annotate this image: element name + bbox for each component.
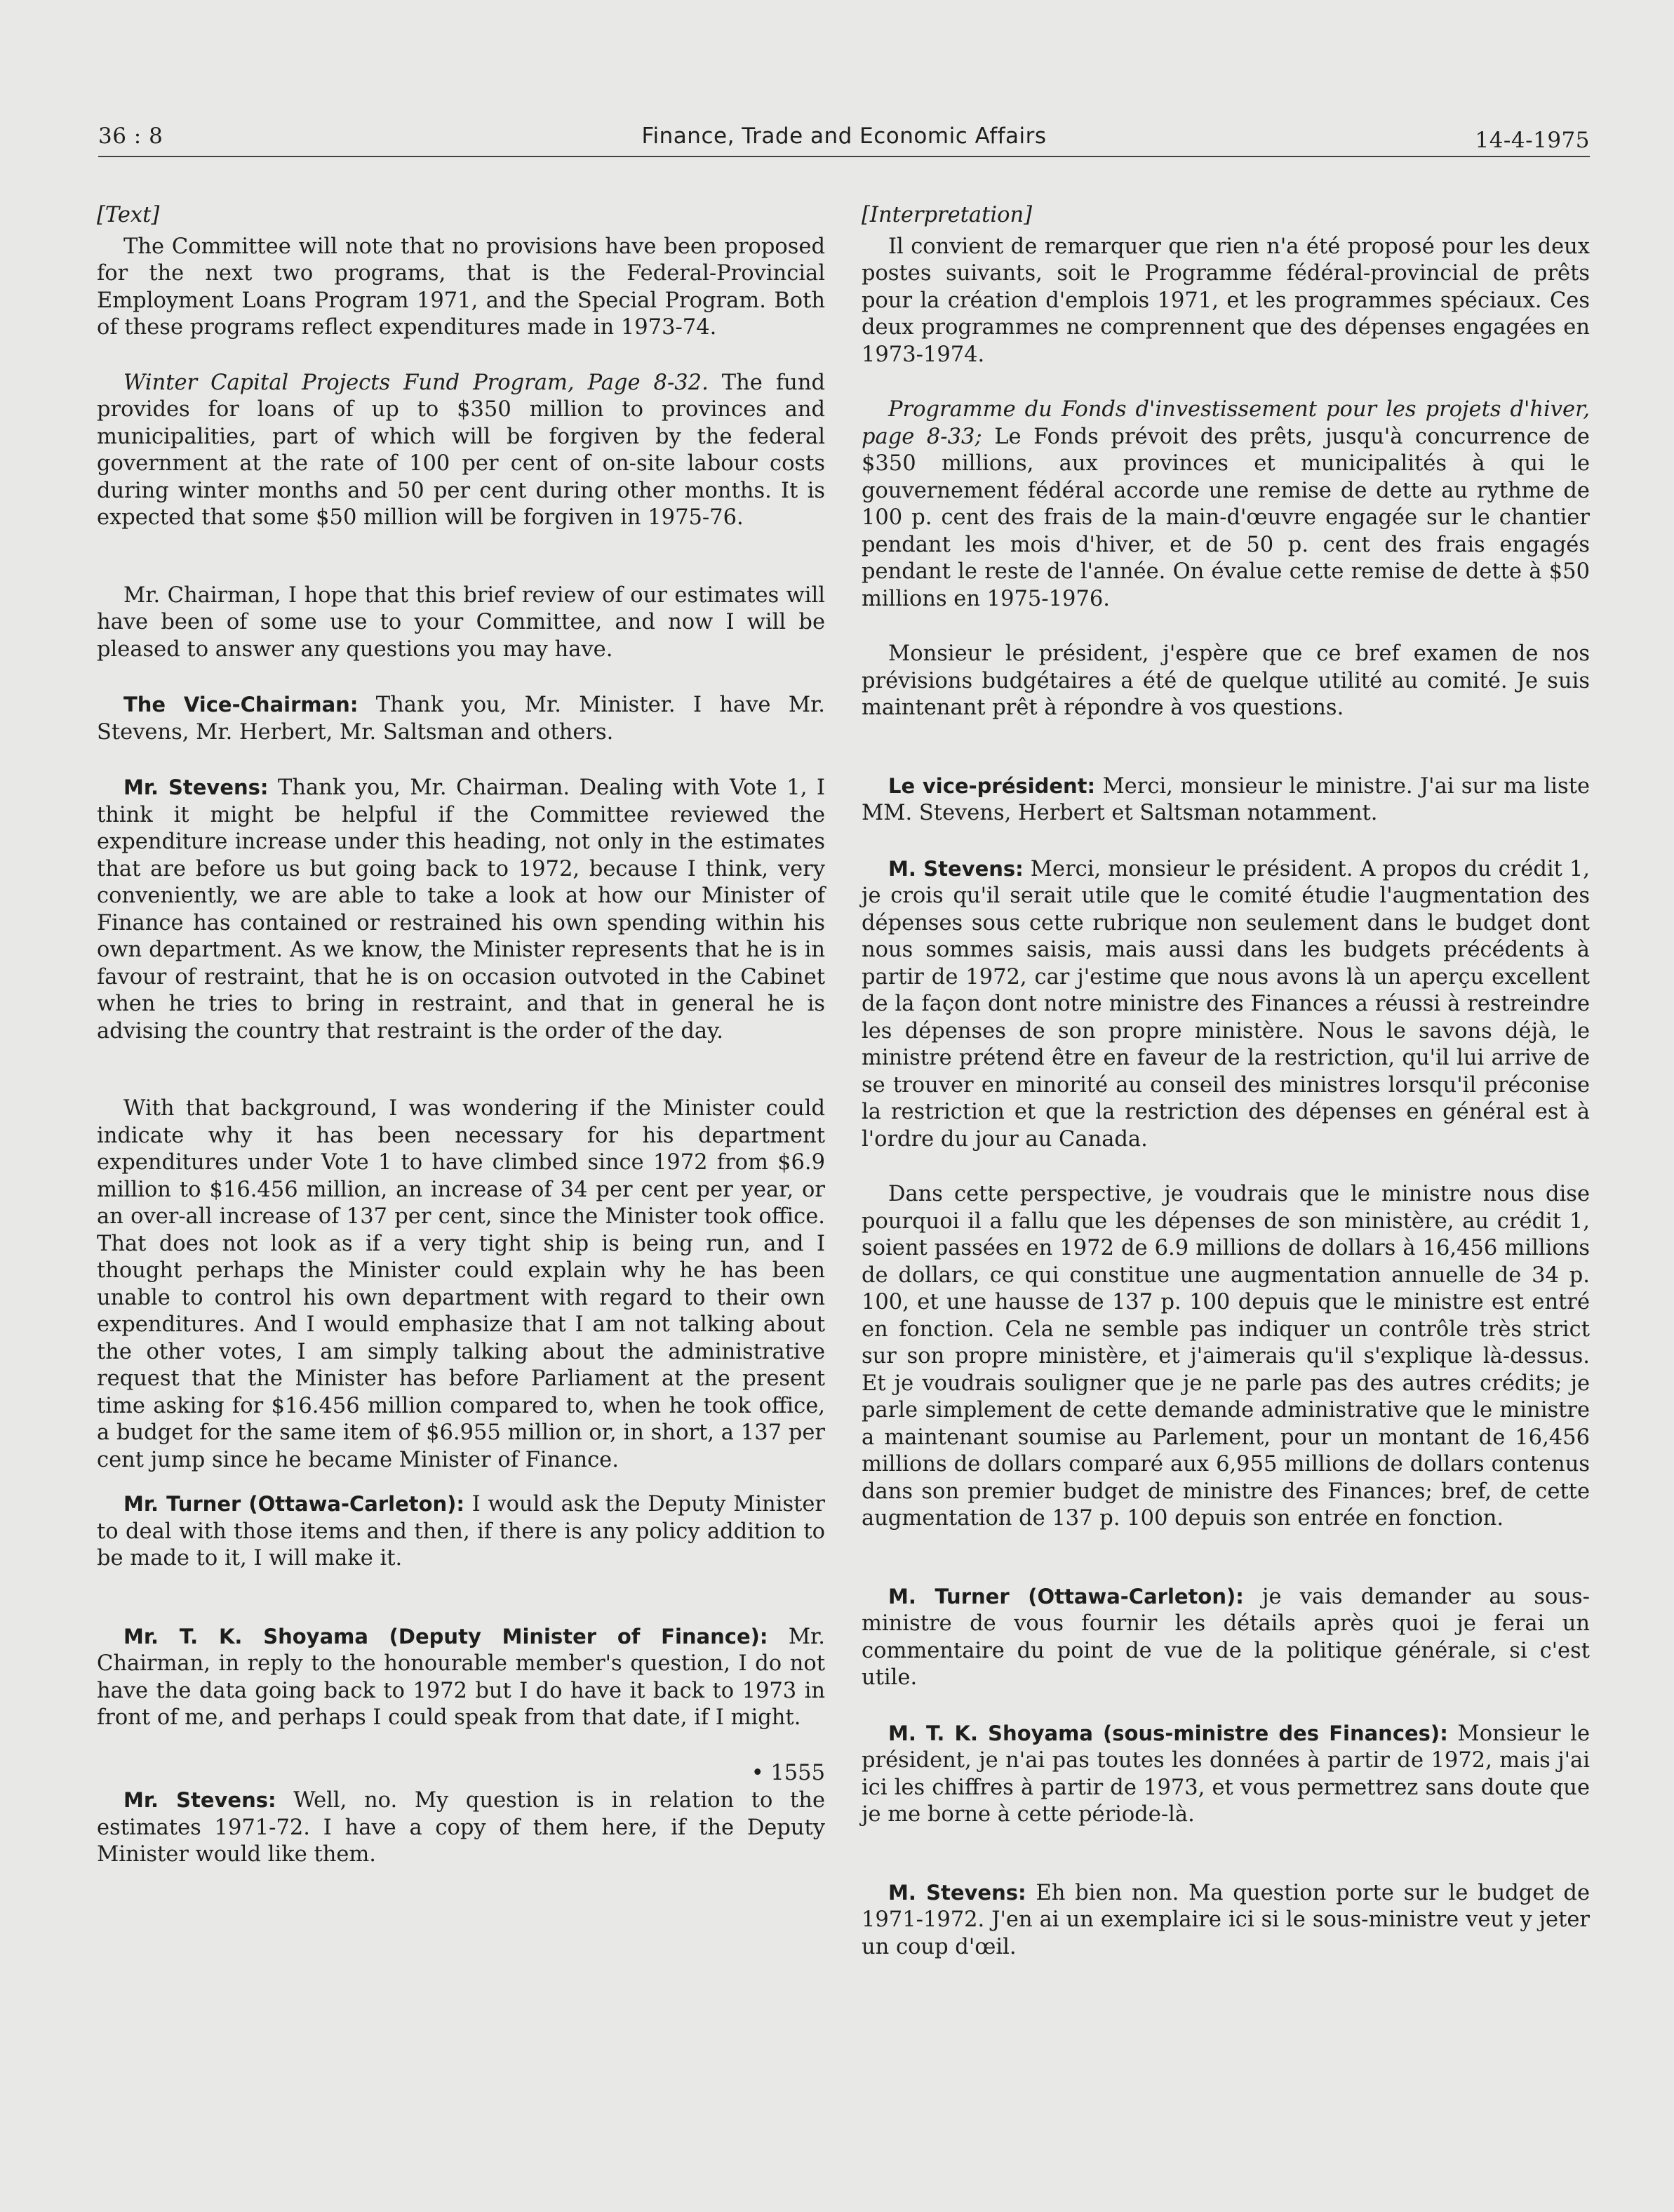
speech: The Vice-Chairman: Thank you, Mr. Minister. I have Mr. Stevens, Mr. Herbert, Mr. Saltsman and others.	[97, 693, 826, 745]
speaker-name: Mr. Stevens:	[123, 1788, 276, 1812]
speaker-name: The Vice-Chairman:	[123, 693, 359, 717]
paragraph: Il convient de remarquer que rien n'a été proposé pour les deux postes suivants, soit le Programme fédéral-provincial de prêts pour la création d'emplois 1971, et les programmes spéciaux. Ces deux programmes ne comprennent que des dépenses engagées en 1973-1974.	[862, 234, 1590, 367]
paragraph: Dans cette perspective, je voudrais que le ministre nous dise pourquoi il a fallu que les dépenses de son ministère, au crédit 1, soient passées en 1972 de 6.9 millions de dollars à 16,456 millions de dollars, ce qui constitue une augmentation annuelle de 34 p. 100, et une hausse de 137 p. 100 depuis que le ministre est entré en fonction. Cela ne semble pas indiquer un contrôle très strict sur son propre ministère, et j'aimerais qu'il s'explique là-dessus. Et je voudrais souligner que je ne parle pas des autres crédits; je parle simplement de cette demande administrative que le ministre a maintenant soumise au Parlement, pour un montant de 16,456 millions de dollars comparé aux 6,955 millions de dollars contenus dans son premier budget de ministre des Finances; bref, de cette augmentation de 137 p. 100 depuis son entrée en fonction.	[862, 1182, 1590, 1531]
speech: M. Stevens: Eh bien non. Ma question porte sur le budget de 1971-1972. J'en ai un exemplaire ici si le sous-ministre veut y jeter un coup d'œil.	[862, 1880, 1590, 1959]
speaker-name: M. T. K. Shoyama (sous-ministre des Finances):	[888, 1721, 1448, 1745]
running-title: Finance, Trade and Economic Affairs	[641, 124, 1047, 149]
speaker-name: Mr. T. K. Shoyama (Deputy Minister of Finance):	[123, 1624, 768, 1648]
french-column	[862, 202, 1590, 1961]
program-title: Programme du Fonds d'investissement pour les projets d'hiver, page 8-33;	[862, 397, 1590, 449]
header-rule	[98, 156, 1590, 157]
page-header	[98, 121, 1590, 156]
speech: M. Stevens: Merci, monsieur le président. A propos du crédit 1, je crois qu'il serait utile que le comité étudie l'augmentation des dépenses sous cette rubrique non seulement dans le budget dont nous sommes saisis, mais aussi dans les budgets précédents à partir de 1972, car j'estime que nous avons là un aperçu excellent de la façon dont notre ministre des Finances a réussi à restreindre les dépenses de son propre ministère. Nous le savons déjà, le ministre prétend être en faveur de la restriction, qu'il lui arrive de se trouver en minorité au conseil des ministres lorsqu'il préconise la restriction et que la restriction des dépenses en général est à l'ordre du jour au Canada.	[862, 856, 1590, 1152]
speaker-name: Mr. Stevens:	[123, 775, 269, 799]
speech: Mr. Stevens: Thank you, Mr. Chairman. Dealing with Vote 1, I think it might be helpful if the Committee reviewed the expenditure increase under this heading, not only in the estimates that are before us but going back to 1972, because I think, very conveniently, we are able to take a look at how our Minister of Finance has contained or restrained his own spending within his own department. As we know, the Minister represents that he is in favour of restraint, that he is on occasion outvoted in the Cabinet when he tries to bring in restraint, and that in general he is advising the country that restraint is the order of the day.	[97, 775, 825, 1044]
speech: Mr. Turner (Ottawa-Carleton): I would ask the Deputy Minister to deal with those items and then, if there is any policy addition to be made to it, I will make it.	[97, 1492, 825, 1571]
interpretation-tag: [Interpretation]	[862, 203, 1032, 227]
speech: Le vice-président: Merci, monsieur le ministre. J'ai sur ma liste MM. Stevens, Herbert et Saltsman notamment.	[862, 773, 1590, 825]
paragraph: Programme du Fonds d'investissement pour les projets d'hiver, page 8-33; Le Fonds prévoit des prêts, jusqu'à concurrence de $350 millions, aux provinces et municipalités à qui le gouvernement fédéral accorde une remise de dette au rythme de 100 p. cent des frais de la main-d'œuvre engagée sur le chantier pendant les mois d'hiver, et de 50 p. cent des frais engagés pendant le reste de l'année. On évalue cette remise de dette à $50 millions en 1975-1976.	[862, 397, 1590, 611]
speaker-name: M. Turner (Ottawa-Carleton):	[888, 1584, 1244, 1608]
paragraph: Monsieur le président, j'espère que ce bref examen de nos prévisions budgétaires a été de quelque utilité au comité. Je suis maintenant prêt à répondre à vos questions.	[862, 641, 1590, 720]
text-tag: [Text]	[97, 203, 160, 227]
speech: M. T. K. Shoyama (sous-ministre des Finances): Monsieur le président, je n'ai pas toutes les données à partir de 1972, mais j'ai ici les chiffres à partir de 1973, et vous permettrez sans doute que je me borne à cette période-là.	[862, 1721, 1590, 1827]
paragraph: Winter Capital Projects Fund Program, Page 8-32. The fund provides for loans of up to $350 million to provinces and municipalities, part of which will be forgiven by the federal government at the rate of 100 per cent of on-site labour costs during winter months and 50 per cent during other months. It is expected that some $50 million will be forgiven in 1975-76.	[97, 370, 825, 530]
speaker-name: Mr. Turner (Ottawa-Carleton):	[123, 1492, 465, 1516]
program-title: Winter Capital Projects Fund Program, Page 8-32.	[123, 370, 709, 395]
speaker-name: Le vice-président:	[888, 773, 1096, 798]
speaker-name: M. Stevens:	[888, 856, 1024, 881]
paragraph: With that background, I was wondering if the Minister could indicate why it has been necessary for his department expenditures under Vote 1 to have climbed since 1972 from $6.9 million to $16.456 million, an increase of 34 per cent per year, or an over-all increase of 137 per cent, since the Minister took office. That does not look as if a very tight ship is being run, and I thought perhaps the Minister could explain why he has been unable to control his own department with regard to their own expenditures. And I would emphasize that I am not talking about the other votes, I am simply talking about the administrative request that the Minister has before Parliament at the present time asking for $16.456 million compared to, when he took office, a budget for the same item of $6.955 million or, in short, a 137 per cent jump since he became Minister of Finance.	[97, 1096, 825, 1472]
speaker-name: M. Stevens:	[888, 1880, 1026, 1905]
english-column	[97, 202, 825, 1869]
page-date: 14-4-1975	[1475, 128, 1590, 153]
page-number: 36 : 8	[98, 124, 163, 149]
speech: M. Turner (Ottawa-Carleton): je vais demander au sous-ministre de vous fournir les détails après quoi je ferai un commentaire du point de vue de la politique générale, si c'est utile.	[862, 1584, 1590, 1690]
paragraph: The Committee will note that no provisions have been proposed for the next two programs, that is the Federal-Provincial Employment Loans Program 1971, and the Special Program. Both of these programs reflect expenditures made in 1973-74.	[97, 234, 825, 340]
time-marker: • 1555	[751, 1760, 825, 1785]
speech: Mr. T. K. Shoyama (Deputy Minister of Finance): Mr. Chairman, in reply to the honourable member's question, I do not have the data going back to 1972 but I do have it back to 1973 in front of me, and perhaps I could speak from that date, if I might.	[97, 1624, 825, 1730]
speech: Mr. Stevens: Well, no. My question is in relation to the estimates 1971-72. I have a copy of them here, if the Deputy Minister would like them.	[97, 1788, 825, 1867]
paragraph: Mr. Chairman, I hope that this brief review of our estimates will have been of some use to your Committee, and now I will be pleased to answer any questions you may have.	[97, 582, 825, 662]
